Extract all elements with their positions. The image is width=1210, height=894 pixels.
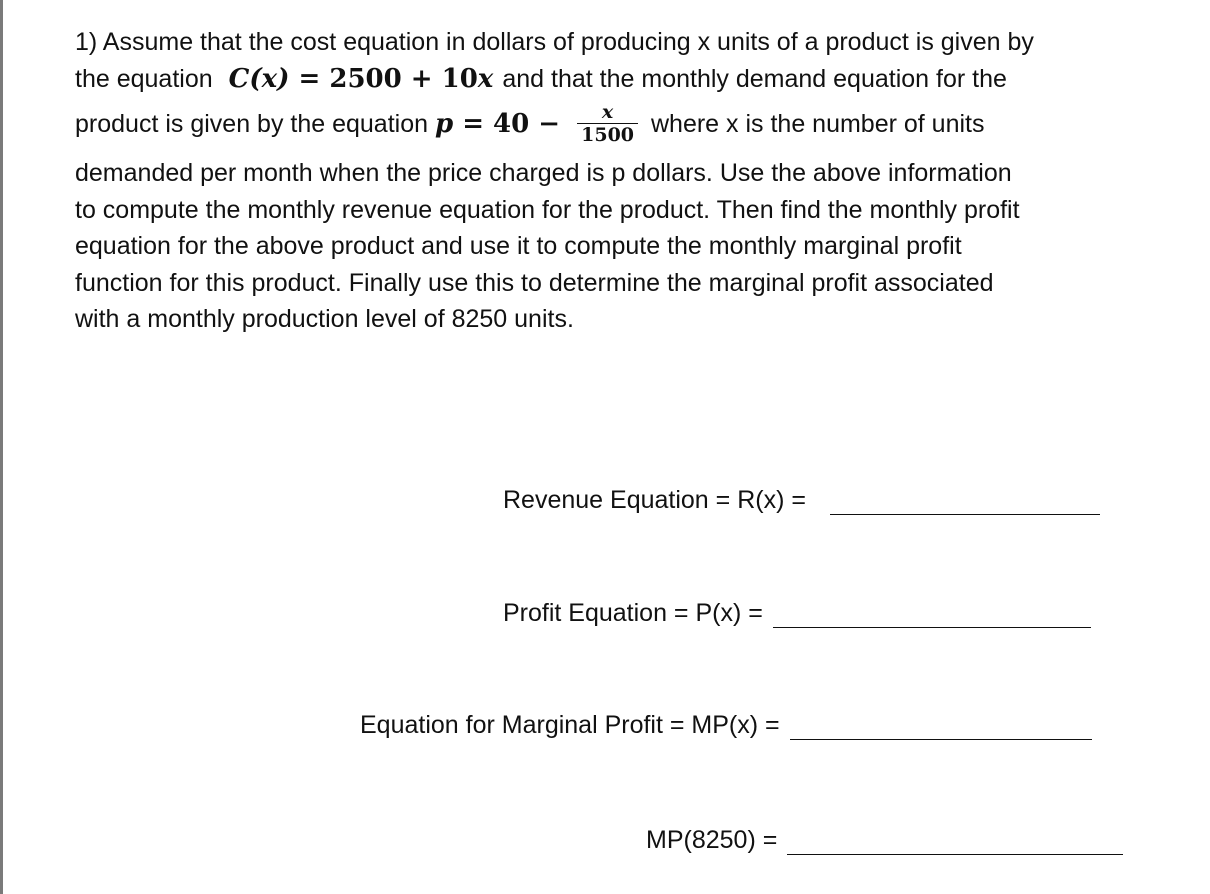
profit-label: Profit Equation = P(x) = <box>503 599 763 627</box>
marginal-profit-answer-row <box>360 711 1092 740</box>
revenue-answer-blank[interactable] <box>830 490 1100 515</box>
cost-equation <box>220 64 503 94</box>
cost-equation-rest: = 2500 + 10 <box>298 63 478 94</box>
problem-line-3 <box>75 97 1155 155</box>
line3-pre-text: product is given by the equation <box>75 110 429 139</box>
problem-line-2 <box>75 61 1155 98</box>
profit-answer-row <box>503 599 1091 628</box>
demand-equation <box>435 109 569 139</box>
mp-value-answer-blank[interactable] <box>787 830 1123 855</box>
problem-line-1: 1) Assume that the cost equation in dollars of producing x units of a product is given by <box>75 28 1034 56</box>
line2-pre-text: the equation <box>75 64 213 93</box>
line3-post-text: where x is the number of units <box>650 110 985 139</box>
demand-equation-rest: = 40 − <box>462 109 561 140</box>
marginal-profit-answer-blank[interactable] <box>790 715 1092 740</box>
problem-line-6: equation for the above product and use it to compute the monthly marginal profit <box>75 232 962 260</box>
fraction-numerator: x <box>601 101 614 123</box>
revenue-label: Revenue Equation = R(x) = <box>503 486 806 514</box>
cost-equation-variable: x <box>477 63 494 94</box>
profit-answer-blank[interactable] <box>773 603 1091 628</box>
demand-variable: p <box>434 109 454 140</box>
problem-line-7: function for this product. Finally use this to determine the marginal profit associated <box>75 268 994 297</box>
problem-line-8: with a monthly production level of 8250 units. <box>75 305 574 333</box>
demand-fraction <box>577 101 638 146</box>
mp-value-label: MP(8250) = <box>646 826 778 854</box>
marginal-profit-label: Equation for Marginal Profit = MP(x) = <box>360 711 780 739</box>
revenue-answer-row <box>503 486 1100 515</box>
problem-line-4: demanded per month when the price charged is p dollars. Use the above information <box>75 159 1012 187</box>
line2-post-text: and that the monthly demand equation for the <box>502 64 1007 93</box>
problem-text <box>75 24 1155 338</box>
fraction-denominator: 1500 <box>577 123 638 146</box>
problem-line-5: to compute the monthly revenue equation for the product. Then find the monthly profit <box>75 195 1020 224</box>
mp-value-answer-row <box>646 826 1123 855</box>
cost-function-name: C(x) <box>228 63 290 94</box>
